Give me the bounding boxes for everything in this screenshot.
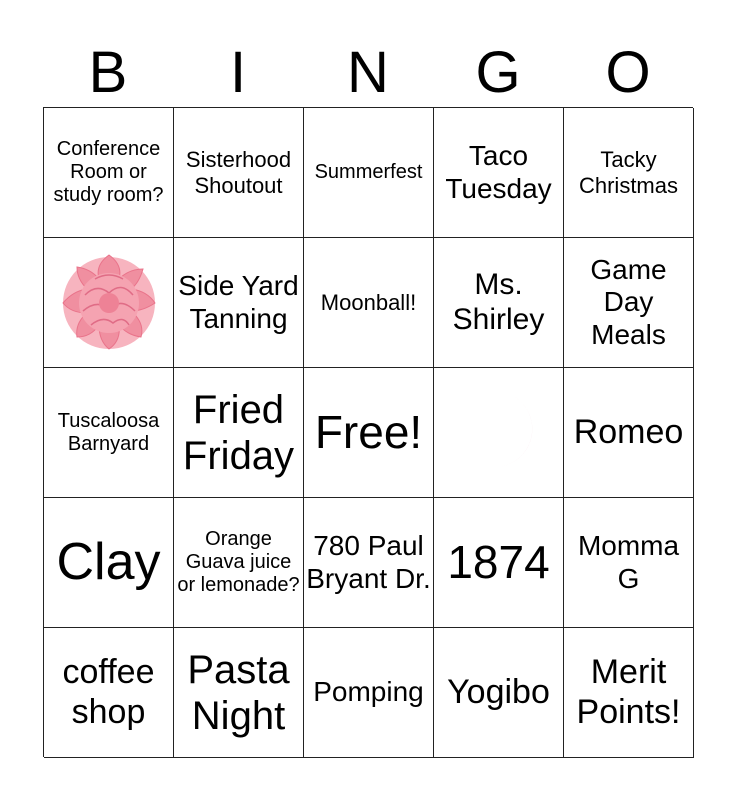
cell-text: Fried Friday [182,387,295,478]
cell-text: Ms. Shirley [452,268,545,336]
cell-text: Sisterhood Shoutout [185,147,292,198]
header-letter-o: O [605,40,651,105]
bingo-cell[interactable] [174,108,304,238]
free-space-cell[interactable] [304,368,434,498]
cell-text: Conference Room or study room? [53,138,164,206]
bingo-cell[interactable] [304,498,434,628]
bingo-cell[interactable] [174,498,304,628]
cell-text: Orange Guava juice or lemonade? [177,528,300,596]
bingo-cell[interactable] [304,238,434,368]
bingo-card-grid [43,107,693,757]
cell-text: Momma G [577,530,680,594]
bingo-cell[interactable] [564,628,694,758]
cell-text: Pomping [313,676,424,708]
bingo-cell[interactable] [174,368,304,498]
cell-text: Summerfest [314,161,423,183]
cell-text: Yogibo [447,672,550,711]
cell-text: Clay [56,532,161,591]
header-letter-g: G [475,40,521,105]
cell-text: 1874 [447,536,550,589]
header-letter-b: B [88,40,128,105]
cell-text: Pasta Night [187,647,290,738]
bingo-cell[interactable] [44,108,174,238]
bingo-header [43,38,693,108]
bingo-cell[interactable] [434,108,564,238]
bingo-cell-image[interactable] [434,368,564,498]
bingo-cell-image[interactable] [44,238,174,368]
bingo-cell[interactable] [304,628,434,758]
bingo-cell[interactable] [174,238,304,368]
cell-text: Romeo [573,412,684,451]
bingo-cell[interactable] [564,238,694,368]
bingo-cell[interactable] [434,628,564,758]
cell-text: Side Yard Tanning [178,270,299,334]
cell-text: Moonball! [320,289,417,315]
carnation-flower-icon [53,247,165,359]
bingo-cell[interactable] [174,628,304,758]
bingo-cell[interactable] [44,368,174,498]
bingo-cell[interactable] [44,628,174,758]
header-letter-i: I [229,40,247,105]
cell-text: coffee shop [62,653,155,731]
bingo-cell[interactable] [564,498,694,628]
bingo-cell[interactable] [44,498,174,628]
free-space-text: Free! [314,406,423,459]
cell-text: Tacky Christmas [578,147,678,198]
cell-text: Game Day Meals [590,254,667,350]
header-letter-n: N [347,40,389,105]
cell-text: Taco Tuesday [445,140,552,204]
bingo-cell[interactable] [434,238,564,368]
bingo-cell[interactable] [564,368,694,498]
cell-text: Tuscaloosa Barnyard [57,409,160,455]
cell-text: 780 Paul Bryant Dr. [306,530,431,594]
bingo-cell[interactable] [304,108,434,238]
bingo-cell[interactable] [434,498,564,628]
cell-text: Merit Points! [576,653,681,731]
crescent-moon-icon [443,377,555,489]
bingo-cell[interactable] [564,108,694,238]
